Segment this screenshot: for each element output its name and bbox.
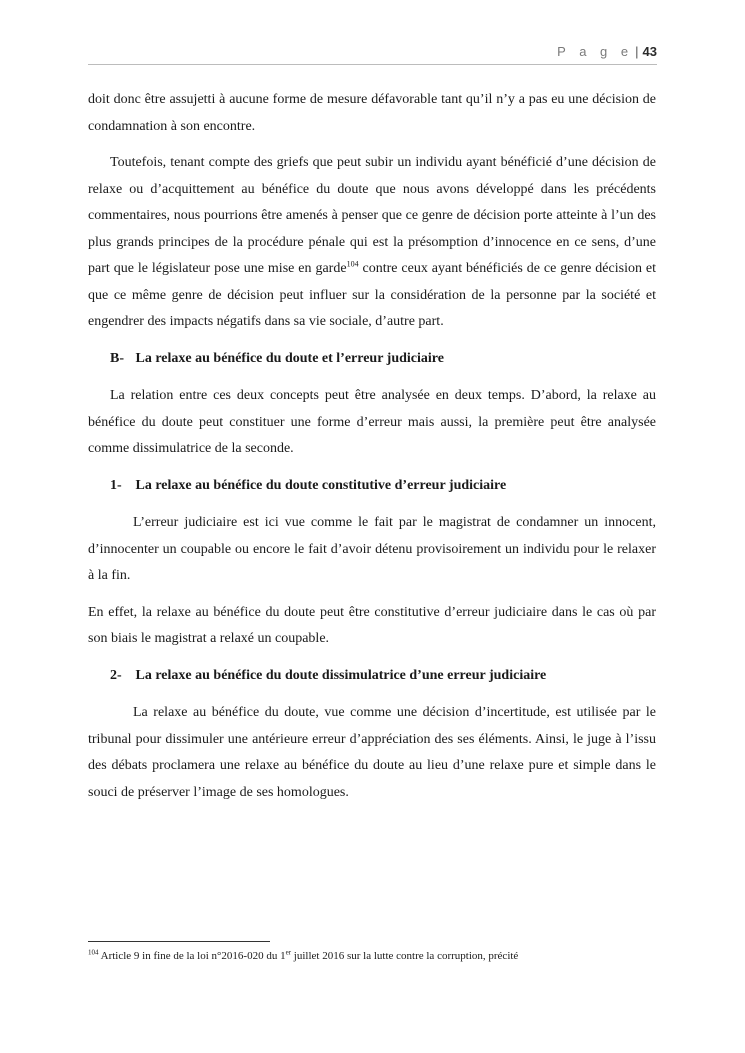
heading-number: 2-	[110, 667, 122, 683]
footnote-ordinal: er	[285, 948, 292, 957]
subsection-heading-2	[88, 663, 656, 690]
paragraph-text: contre ceux ayant bénéficiés de ce genre décision et que ce même genre de décision peut influer sur la considération de la personne par la société et engendrer des impacts négatifs dans sa vie sociale, d’autre part.	[88, 261, 657, 329]
paragraph-en-effet: En effet, la relaxe au bénéfice du doute peut être constitutive d’erreur judiciaire dans le cas où par son biais le magistrat a relaxé un coupable.	[88, 604, 656, 646]
paragraph-relation: La relation entre ces deux concepts peut être analysée en deux temps. D’abord, la relaxe au bénéfice du doute peut constituer une forme d’erreur mais aussi, la première peut être analysée comme dissimulatrice de la seconde.	[88, 388, 656, 456]
paragraph-erreur-judiciaire: L’erreur judiciaire est ici vue comme le fait par le magistrat de condamner un innocent, d’innocenter un coupable ou encore le fait d’avoir détenu provisoirement un individu pour le relaxer à la fin.	[88, 515, 656, 583]
page-label: P a g e	[557, 44, 634, 59]
paragraph-text: Toutefois, tenant compte des griefs que peut subir un individu ayant bénéficié d’une décision de relaxe ou d’acquittement au bénéfice du doute que nous avons développé dans les précédents commentaires, nous pourrions être amenés à penser que ce genre de décision porte atteinte à l’un des plus grands principes de la procédure pénale qui est la présomption d’innocence en ce sens, d’une part que le législateur pose une mise en garde	[88, 155, 656, 276]
heading-text: La relaxe au bénéfice du doute dissimulatrice d’une erreur judiciaire	[135, 667, 547, 683]
footnote-text: Article 9 in fine de la loi n°2016-020 du 1	[98, 950, 286, 962]
footnote	[88, 948, 656, 964]
heading-text: La relaxe au bénéfice du doute et l’erreur judiciaire	[135, 350, 444, 366]
paragraph-continuation: doit donc être assujetti à aucune forme de mesure défavorable tant qu’il n’y a pas eu une décision de condamnation à son encontre.	[88, 92, 656, 134]
heading-number: 1-	[110, 477, 122, 493]
section-heading-b	[88, 346, 656, 373]
heading-text: La relaxe au bénéfice du doute constitutive d’erreur judiciaire	[135, 477, 507, 493]
subsection-heading-1	[88, 473, 656, 500]
footnote-reference[interactable]: 104	[346, 259, 359, 269]
paragraph-dissimulatrice: La relaxe au bénéfice du doute, vue comme une décision d’incertitude, est utilisée par le tribunal pour dissimuler une antérieure erreur d’appréciation des ses éléments. Ainsi, le juge à l’issu des débats proclamera une relaxe au bénéfice du doute au lieu d’une relaxe pure et simple dans le souci de préserver l’image de ses homologues.	[88, 705, 656, 800]
header-divider	[88, 64, 657, 65]
page-number: 43	[642, 44, 657, 59]
page-body	[88, 87, 656, 816]
header-separator: |	[635, 44, 639, 59]
paragraph-toutefois	[88, 150, 656, 336]
footnote-text: juillet 2016 sur la lutte contre la corruption, précité	[291, 950, 519, 962]
heading-number: B-	[110, 350, 124, 366]
page-header	[557, 44, 657, 59]
footnote-number: 104	[88, 948, 99, 957]
footnote-divider	[88, 941, 270, 942]
